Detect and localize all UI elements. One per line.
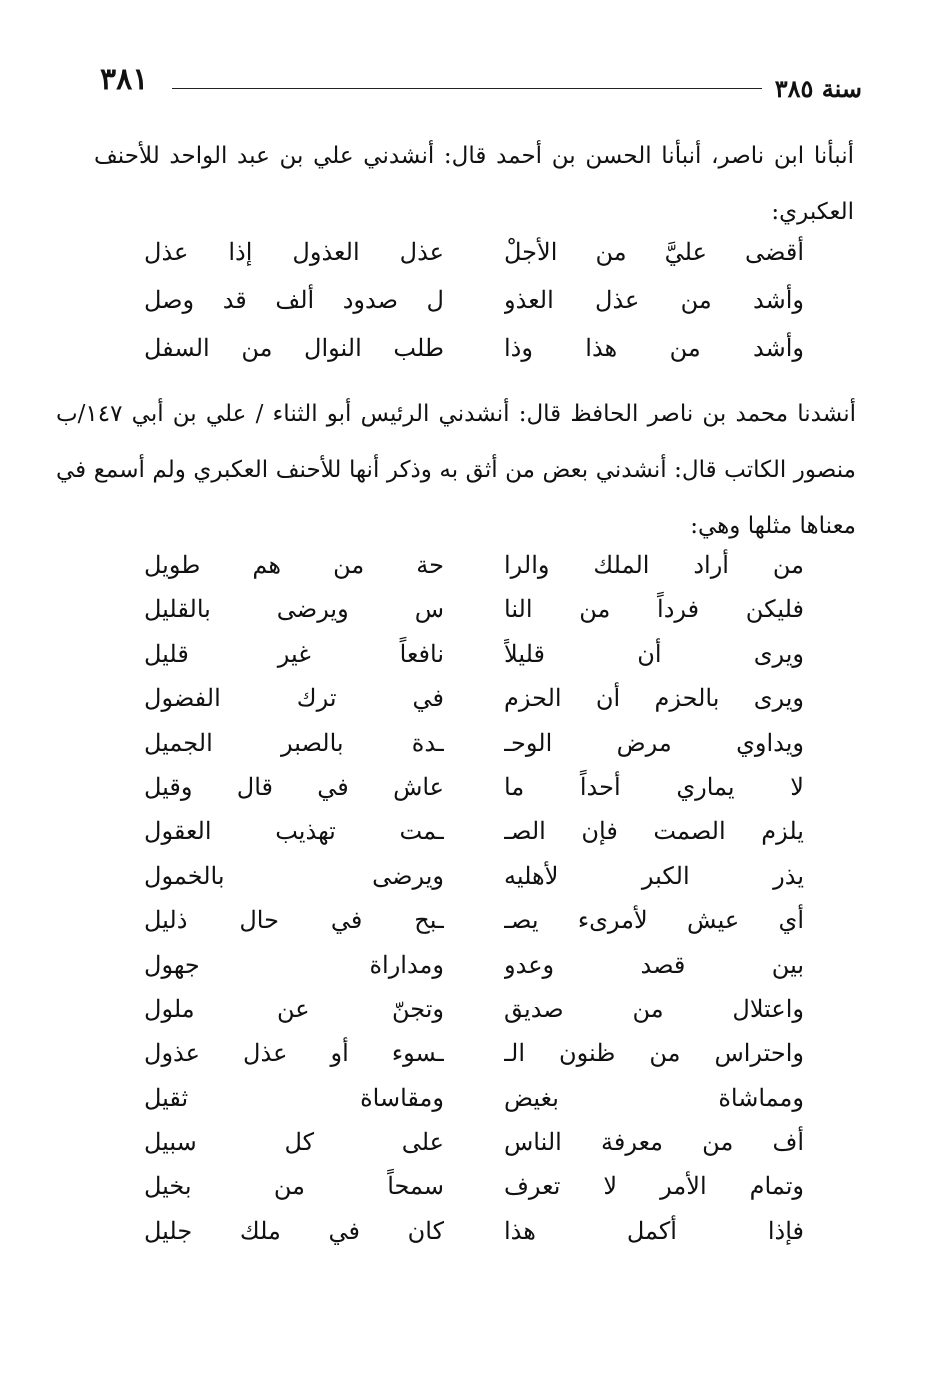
- first-hemistich: ويداوي مرض الوحـ: [504, 728, 804, 757]
- second-hemistich: حة من هم طويل: [144, 551, 444, 579]
- first-hemistich: وأشد من هذا وذا: [504, 334, 804, 362]
- verse-line: [144, 632, 804, 676]
- second-hemistich: عذل العذول إذا عذل: [144, 238, 444, 266]
- verse-line: [144, 809, 804, 853]
- first-hemistich: ويرى أن قليلاً: [504, 639, 804, 668]
- first-hemistich: ويرى بالحزم أن الحزم: [504, 684, 804, 713]
- paragraph-text: أنشدنا محمد بن ناصر الحافظ قال: أنشدني الرئيس أبو الثناء / علي بن أبي ١٤٧/ب: [56, 401, 856, 427]
- verse-line: [144, 276, 804, 324]
- page-header: [100, 62, 862, 106]
- second-hemistich: وتجنّ عن ملول: [144, 994, 444, 1023]
- first-hemistich: بين قصد وعدو: [504, 950, 804, 979]
- page-number: ٣٨١: [100, 62, 149, 97]
- first-hemistich: أف من معرفة الناس: [504, 1128, 804, 1157]
- first-hemistich: لا يماري أحداً ما: [504, 772, 804, 801]
- first-hemistich: واحتراس من ظنون الـ: [504, 1039, 804, 1068]
- first-hemistich: يذر الكبر لأهليه: [504, 861, 804, 890]
- second-hemistich: سمحاً من بخيل: [144, 1172, 444, 1201]
- verse-line: [144, 898, 804, 942]
- first-hemistich: فإذا أكمل هذا: [504, 1216, 804, 1245]
- verse-line: [144, 987, 804, 1031]
- verse-line: [144, 943, 804, 987]
- second-hemistich: كان في ملك جليل: [144, 1216, 444, 1245]
- year-heading: سنة ٣٨٥: [774, 74, 862, 103]
- verse-line: [144, 1209, 804, 1253]
- verse-line: [144, 854, 804, 898]
- paragraph-text: معناها مثلها وهي:: [690, 513, 856, 539]
- second-hemistich: ل صدود ألف قد وصل: [144, 286, 444, 314]
- verse-line: [144, 1076, 804, 1120]
- poem-2: [144, 543, 804, 1253]
- verse-line: [144, 765, 804, 809]
- second-hemistich: ـبح في حال ذليل: [144, 906, 444, 935]
- first-hemistich: أقضى عليَّ من الأجلْ: [504, 238, 804, 266]
- paragraph-text: أنبأنا ابن ناصر، أنبأنا الحسن بن أحمد قال: أنشدني علي بن عبد الواحد: [169, 143, 855, 169]
- second-hemistich: س ويرضى بالقليل: [144, 595, 444, 624]
- verse-line: [144, 228, 804, 276]
- verse-line: [144, 1031, 804, 1075]
- second-hemistich: ومداراة جهول: [144, 950, 444, 979]
- second-hemistich: عاش في قال وقيل: [144, 772, 444, 801]
- verse-line: [144, 543, 804, 587]
- first-hemistich: واعتلال من صديق: [504, 994, 804, 1023]
- second-hemistich: على كل سبيل: [144, 1128, 444, 1157]
- verse-line: [144, 721, 804, 765]
- second-hemistich: نافعاً غير قليل: [144, 639, 444, 668]
- second-hemistich: طلب النوال من السفل: [144, 334, 444, 362]
- header-rule: [172, 88, 762, 89]
- verse-line: [144, 587, 804, 631]
- first-hemistich: أي عيش لأمرىء يصـ: [504, 906, 804, 935]
- paragraph-text: للأحنف العكبري:: [94, 143, 854, 225]
- paragraph-1: [94, 128, 854, 240]
- verse-line: [144, 1164, 804, 1208]
- verse-line: [144, 1120, 804, 1164]
- first-hemistich: ومماشاة بغيض: [504, 1083, 804, 1112]
- paragraph-text: منصور الكاتب قال: أنشدني بعض من أثق به وذكر أنها للأحنف العكبري ولم أسمع في: [56, 457, 856, 483]
- second-hemistich: ويرضى بالخمول: [144, 861, 444, 890]
- first-hemistich: يلزم الصمت فإن الصـ: [504, 817, 804, 846]
- first-hemistich: فليكن فرداً من النا: [504, 595, 804, 624]
- second-hemistich: في ترك الفضول: [144, 684, 444, 713]
- second-hemistich: ـدة بالصبر الجميل: [144, 728, 444, 757]
- verse-line: [144, 324, 804, 372]
- second-hemistich: ومقاساة ثقيل: [144, 1083, 444, 1112]
- first-hemistich: وأشد من عذل العذو: [504, 286, 804, 314]
- verse-line: [144, 676, 804, 720]
- first-hemistich: وتمام الأمر لا تعرف: [504, 1172, 804, 1201]
- second-hemistich: ـسوء أو عذل عذول: [144, 1039, 444, 1068]
- second-hemistich: ـمت تهذيب العقول: [144, 817, 444, 846]
- poem-1: [144, 228, 804, 372]
- paragraph-2: [56, 386, 856, 554]
- first-hemistich: من أراد الملك والرا: [504, 551, 804, 579]
